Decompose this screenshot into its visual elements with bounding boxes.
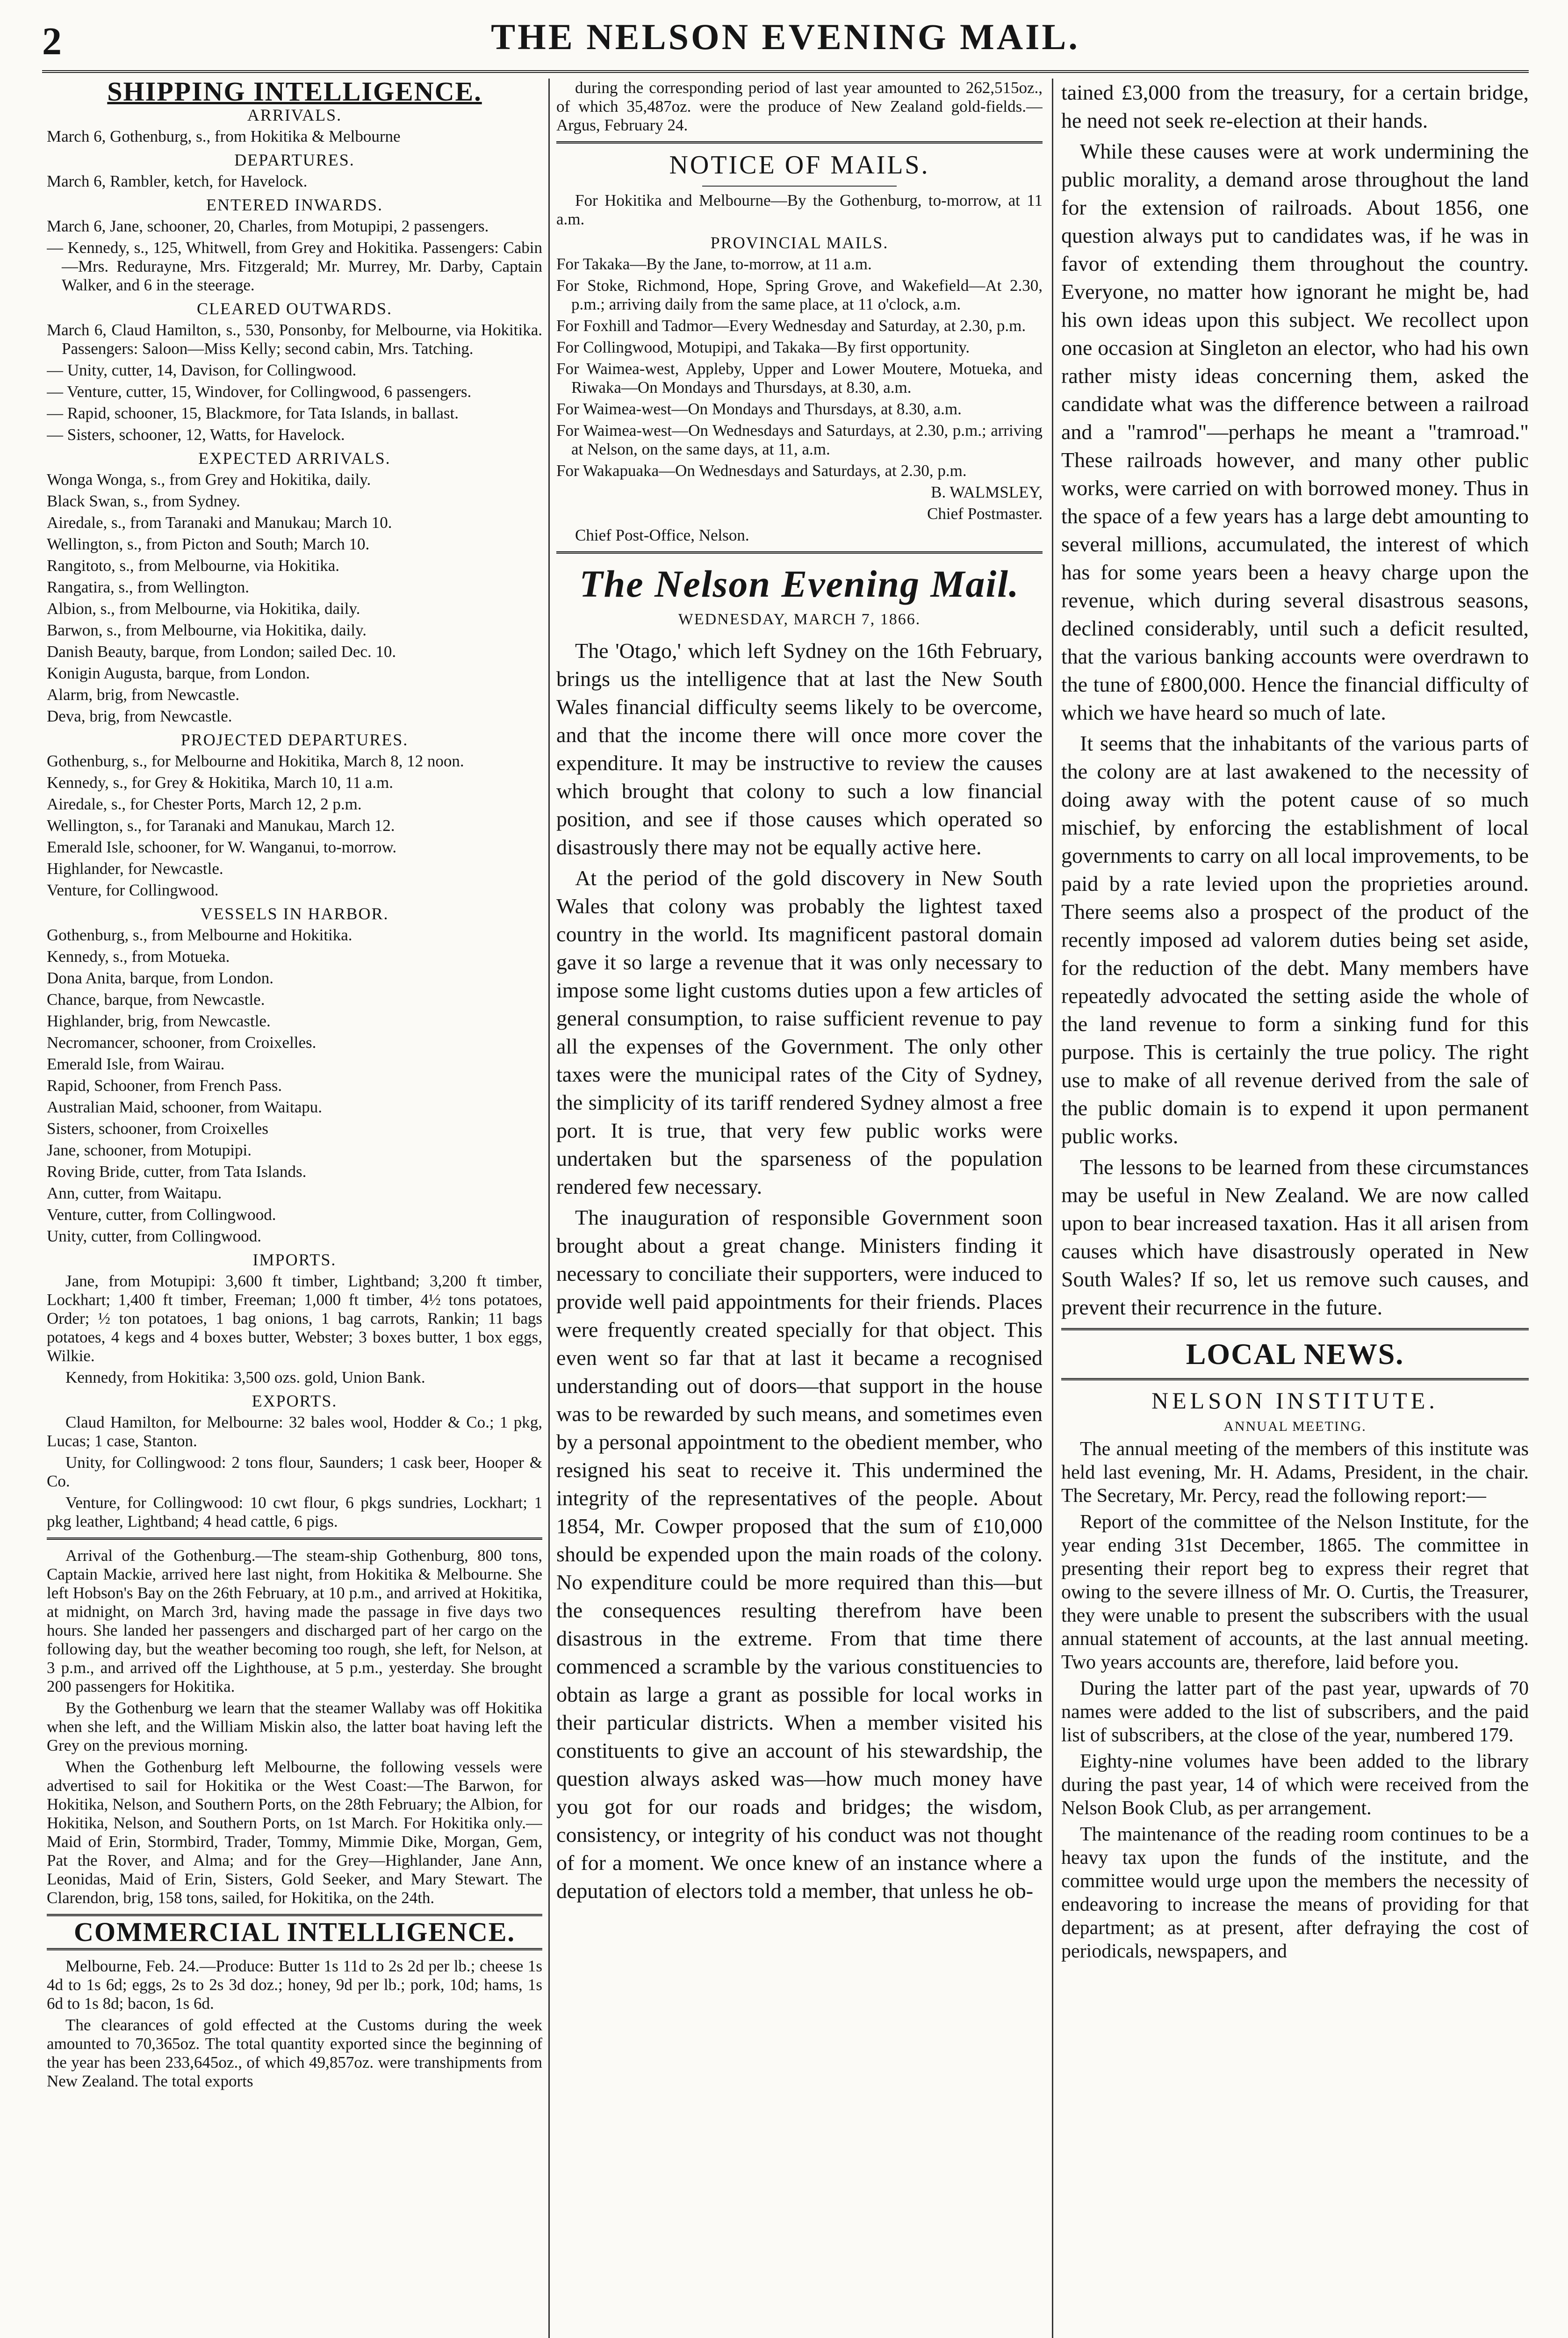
column-shipping xyxy=(47,79,542,2338)
entered-item: — Kennedy, s., 125, Whitwell, from Grey and Hokitika. Passengers: Cabin—Mrs. Redurayne, Mrs. Fitzgerald; Mr. Murrey, Mr. Darby, Captain Walker, and 6 in the steerage. xyxy=(47,238,542,294)
column-editorial xyxy=(556,79,1043,2338)
vessel-item: Gothenburg, s., from Melbourne and Hokitika. xyxy=(47,926,352,944)
expected-item: Alarm, brig, from Newcastle. xyxy=(47,686,240,704)
vessel-item: Unity, cutter, from Collingwood. xyxy=(47,1227,262,1245)
expected-item: Airedale, s., from Taranaki and Manukau; March 10. xyxy=(47,513,392,532)
masthead xyxy=(42,14,1529,73)
commercial-paragraph: The clearances of gold effected at the Customs during the week amounted to 70,365oz. The total quantity exported since the beginning of the year has been 233,645oz., of which 49,857oz. were transhipments from New Zealand. The total exports xyxy=(47,2016,542,2090)
local-news-title: LOCAL NEWS. xyxy=(1186,1337,1404,1371)
expected-item: Danish Beauty, barque, from London; sailed Dec. 10. xyxy=(47,642,396,661)
import-item: Kennedy, from Hokitika: 3,500 ozs. gold, Union Bank. xyxy=(65,1368,425,1386)
column-rule xyxy=(548,79,550,2338)
projected-item: Venture, for Collingwood. xyxy=(47,881,219,899)
expected-item: Rangitoto, s., from Melbourne, via Hokitika. xyxy=(47,556,340,575)
notice-of-mails-title: NOTICE OF MAILS. xyxy=(669,151,930,180)
cleared-item: — Venture, cutter, 15, Windover, for Collingwood, 6 passengers. xyxy=(47,382,472,401)
vessel-item: Ann, cutter, from Waitapu. xyxy=(47,1184,222,1202)
imports-heading: IMPORTS. xyxy=(252,1250,337,1269)
arrivals-heading: ARRIVALS. xyxy=(247,106,342,124)
vessel-item: Kennedy, s., from Motueka. xyxy=(47,947,230,966)
provincial-mails-heading: PROVINCIAL MAILS. xyxy=(710,233,889,252)
cleared-item: — Rapid, schooner, 15, Blackmore, for Tata Islands, in ballast. xyxy=(47,404,459,422)
entered-item: March 6, Jane, schooner, 20, Charles, from Motupipi, 2 passengers. xyxy=(47,217,489,235)
gothenburg-paragraph: When the Gothenburg left Melbourne, the following vessels were advertised to sail for Hokitika or the West Coast:—The Barwon, for Hokitika, Nelson, and Southern Ports, on the 28th February; the Albion, for Hokitika, Nelson, and Southern Ports, on 1st March. For Hokitika only.—Maid of Erin, Stormbird, Trader, Tommy, Mimmie Dike, Morgan, Gem, Pat the Rover, and Alma; and for the Grey—Highlander, Jane Ann, Leonidas, Maid of Erin, Sisters, Gold Seeker, and Mary Stewart. The Clarendon, brig, 158 tons, sailed, for Hokitika, on the 24th. xyxy=(47,1758,542,1907)
institute-paragraph: During the latter part of the past year, upwards of 70 names were added to the list of subscribers, and the paid list of subscribers, at the close of the year, numbered 179. xyxy=(1061,1678,1529,1746)
vessel-item: Roving Bride, cutter, from Tata Islands. xyxy=(47,1162,307,1181)
provincial-mail-item: For Collingwood, Motupipi, and Takaka—By first opportunity. xyxy=(556,338,970,356)
expected-item: Wonga Wonga, s., from Grey and Hokitika, daily. xyxy=(47,470,371,489)
export-item: Venture, for Collingwood: 10 cwt flour, 6 pkgs sundries, Lockhart; 1 pkg leather, Lightband; 4 head cattle, 6 pigs. xyxy=(47,1494,542,1530)
projected-heading: PROJECTED DEPARTURES. xyxy=(180,730,409,749)
institute-paragraph: Eighty-nine volumes have been added to the library during the past year, 14 of which were received from the Nelson Book Club, as per arrangement. xyxy=(1061,1751,1529,1819)
annual-meeting-heading: ANNUAL MEETING. xyxy=(1223,1419,1367,1434)
expected-item: Albion, s., from Melbourne, via Hokitika, daily. xyxy=(47,599,360,618)
mail-item: For Hokitika and Melbourne—By the Gothenburg, to-morrow, at 11 a.m. xyxy=(556,191,1043,228)
vessel-item: Highlander, brig, from Newcastle. xyxy=(47,1012,271,1030)
entered-heading: ENTERED INWARDS. xyxy=(206,195,383,214)
signer-title: Chief Postmaster. xyxy=(927,505,1043,523)
editorial-paragraph: tained £3,000 from the treasury, for a certain bridge, he need not seek re-election at their hands. xyxy=(1061,80,1529,132)
vessel-item: Venture, cutter, from Collingwood. xyxy=(47,1205,276,1224)
section-divider xyxy=(556,551,1043,554)
import-item: Jane, from Motupipi: 3,600 ft timber, Lightband; 3,200 ft timber, Lockhart; 1,400 ft timber, Freeman; 1,000 ft timber, 4½ tons potatoes, Order; ½ ton potatoes, 1 bag onions, 1 bag carrots, Rankin; 11 bags potatoes, 4 kegs and 4 boxes butter, Webster; 3 boxes butter, 1 box eggs, Wilkie. xyxy=(47,1272,542,1365)
vessels-heading: VESSELS IN HARBOR. xyxy=(200,904,389,923)
expected-item: Rangatira, s., from Wellington. xyxy=(47,578,249,596)
projected-item: Kennedy, s., for Grey & Hokitika, March 10, 11 a.m. xyxy=(47,773,393,792)
dateline: WEDNESDAY, MARCH 7, 1866. xyxy=(678,611,921,628)
section-divider xyxy=(47,1537,542,1540)
provincial-mail-item: For Foxhill and Tadmor—Every Wednesday and Saturday, at 2.30, p.m. xyxy=(556,317,1026,335)
vessel-item: Emerald Isle, from Wairau. xyxy=(47,1055,225,1073)
cleared-item: — Sisters, schooner, 12, Watts, for Havelock. xyxy=(47,426,345,444)
editorial-paragraph: It seems that the inhabitants of the various parts of the colony are at last awakened to the necessity of doing away with the potent cause of so much mischief, by enforcing the establishment of local governments to carry on all local improvements, to be paid by a rate levied upon the proprieties around. There seems also a prospect of the product of the recently imposed ad valorem duties being set aside, for the reduction of the debt. Many members have repeatedly advocated the setting aside the whole of the land revenue to form a sinking fund for this purpose. This is certainly the true policy. The right use to make of all revenue derived from the sale of the public domain is to expend it upon permanent public works. xyxy=(1061,731,1529,1148)
editorial-paragraph: At the period of the gold discovery in New South Wales that colony was probably the lightest taxed country in the world. Its magnificent pastoral domain gave it so large a revenue that it was only necessary to impose some light customs duties upon a few articles of general consumption, to raise sufficient revenue to pay all the expenses of the Government. The only other taxes were the municipal rates of the City of Sydney, the simplicity of its tariff rendered Sydney almost a free port. It is true, that very few public works were undertaken but the sparseness of the population rendered few necessary. xyxy=(556,866,1043,1198)
provincial-mail-item: For Waimea-west, Appleby, Upper and Lower Moutere, Motueka, and Riwaka—On Mondays and Thursdays, at 8.30, a.m. xyxy=(556,360,1043,397)
short-rule xyxy=(702,186,897,187)
nameplate: The Nelson Evening Mail. xyxy=(579,563,1020,605)
shipping-title: SHIPPING INTELLIGENCE. xyxy=(107,79,482,107)
signer-name: B. WALMSLEY, xyxy=(931,483,1043,501)
institute-paragraph: The annual meeting of the members of this institute was held last evening, Mr. H. Adams, President, in the chair. The Secretary, Mr. Percy, read the following report:— xyxy=(1061,1438,1529,1507)
provincial-mail-item: For Waimea-west—On Wednesdays and Saturdays, at 2.30, p.m.; arriving at Nelson, on the same days, at 11, a.m. xyxy=(556,421,1043,458)
vessel-item: Necromancer, schooner, from Croixelles. xyxy=(47,1033,316,1052)
commercial-paragraph: Melbourne, Feb. 24.—Produce: Butter 1s 11d to 2s 2d per lb.; cheese 1s 4d to 1s 6d; eggs, 2s to 2s 3d doz.; honey, 9d per lb.; pork, 10d; hams, 1s 6d to 1s 8d; bacon, 1s 6d. xyxy=(47,1957,542,2013)
vessel-item: Australian Maid, schooner, from Waitapu. xyxy=(47,1098,323,1116)
export-item: Claud Hamilton, for Melbourne: 32 bales wool, Hodder & Co.; 1 pkg, Lucas; 1 case, Stanton. xyxy=(47,1413,542,1450)
projected-item: Gothenburg, s., for Melbourne and Hokitika, March 8, 12 noon. xyxy=(47,752,464,770)
column-rule xyxy=(1052,79,1053,2338)
commercial-title: COMMERCIAL INTELLIGENCE. xyxy=(74,1917,515,1947)
vessel-item: Dona Anita, barque, from London. xyxy=(47,969,274,987)
page-number: 2 xyxy=(42,20,62,63)
projected-item: Wellington, s., for Taranaki and Manukau, March 12. xyxy=(47,816,395,835)
expected-heading: EXPECTED ARRIVALS. xyxy=(198,449,391,468)
cleared-item: — Unity, cutter, 14, Davison, for Collingwood. xyxy=(47,361,357,379)
section-divider xyxy=(47,1948,542,1950)
continued-paragraph: during the corresponding period of last year amounted to 262,515oz., of which 35,487oz. were the produce of New Zealand gold-fields.—Argus, February 24. xyxy=(556,79,1043,134)
provincial-mail-item: For Wakapuaka—On Wednesdays and Saturdays, at 2.30, p.m. xyxy=(556,462,967,480)
departure-item: March 6, Rambler, ketch, for Havelock. xyxy=(47,172,308,190)
editorial-paragraph: The inauguration of responsible Government soon brought about a great change. Ministers finding it necessary to conciliate their supporters, were induced to provide well paid appointments for their friends. Places were frequently created specially for that object. This even went so far that at last it became a recognised understanding out of doors—that support in the house was to be rewarded by such means, and sometimes even by a personal appointment to the obedient member, who resigned his seat to receive it. This undermined the integrity of the representatives of the people. About 1854, Mr. Cowper proposed that the sum of £10,000 should be expended upon the main roads of the colony. No expenditure could be more required than this—but the consequences resulting therefrom have been disastrous in the extreme. From that time there commenced a scramble by the various constituencies to obtain as large a grant as possible for local works in their particular districts. When a member visited his constituents to give an account of his stewardship, the question always asked was—how much money have you got for our roads and bridges; the wisdom, consistency, or integrity of his conduct was not thought of for a moment. We once knew of an instance where a deputation of electors told a member, that unless he ob- xyxy=(556,1205,1043,1903)
institute-paragraph: The maintenance of the reading room continues to be a heavy tax upon the funds of the institute, and the committee would urge upon the members the necessity of endeavoring to increase the means of providing for that department; as at present, after defraying the cost of periodicals, newspapers, and xyxy=(1061,1824,1529,1962)
editorial-paragraph: The 'Otago,' which left Sydney on the 16th February, brings us the intelligence that at last the New South Wales financial difficulty seems likely to be overcome, and that the income there will once more cover the expenditure. It may be instructive to review the causes which brought that colony to such a low financial position, and see if those causes which operated so disastrously there may not be equally active here. xyxy=(556,639,1043,859)
gothenburg-paragraph: Arrival of the Gothenburg.—The steam-ship Gothenburg, 800 tons, Captain Mackie, arrived here last night, from Hokitika & Melbourne. She left Hobson's Bay on the 26th February, at 10 p.m., and arrived at Hokitika, at midnight, on March 3rd, having made the passage in five days two hours. She landed her passengers and discharged part of her cargo on the following day, but the weather becoming too rough, she left, for Nelson, at 3 p.m., and arrived off the Lighthouse, at 5 p.m., yesterday. She brought 200 passengers for Hokitika. xyxy=(47,1546,542,1696)
provincial-mail-item: For Waimea-west—On Mondays and Thursdays, at 8.30, a.m. xyxy=(556,400,962,418)
section-divider xyxy=(1061,1378,1529,1380)
section-divider xyxy=(1061,1328,1529,1330)
cleared-heading: CLEARED OUTWARDS. xyxy=(197,299,392,318)
editorial-paragraph: The lessons to be learned from these circumstances may be useful in New Zealand. We are now called upon to bear increased taxation. Has it all arisen from causes which have disastrously operated in New South Wales? If so, let us remove such causes, and prevent their recurrence in the future. xyxy=(1061,1155,1529,1319)
expected-item: Konigin Augusta, barque, from London. xyxy=(47,664,310,682)
institute-title: NELSON INSTITUTE. xyxy=(1151,1387,1439,1414)
gothenburg-paragraph: By the Gothenburg we learn that the steamer Wallaby was off Hokitika when she left, and the William Miskin also, the latter boat having left the Grey on the previous morning. xyxy=(47,1699,542,1754)
editorial-paragraph: While these causes were at work undermining the public morality, a demand arose throughout the land for the extension of railroads. About 1856, one question always put to candidates was, if he was in favor of extending them throughout the country. Everyone, no matter how ignorant he might be, had his own ideas upon this subject. We recollect upon one occasion at Singleton an elector, who had his own rather misty ideas concerning them, asked the candidate what was the difference between a railroad and a "ramrod"—perhaps he meant a "tramroad." These railroads however, and many other public works, were carried on with borrowed money. Thus in the space of a few years has a large debt amounting to several millions, accumulated, the interest of which has for some years been a heavy charge upon the revenue, which during several disastrous seasons, declined considerably, until such a deficit resulted, that the various banking accounts were overdrawn to the tune of £800,000. Hence the financial difficulty of which we have heard so much of late. xyxy=(1061,139,1529,724)
cleared-item: March 6, Claud Hamilton, s., 530, Ponsonby, for Melbourne, via Hokitika. Passengers: Saloon—Miss Kelly; second cabin, Mrs. Tatching. xyxy=(47,321,542,358)
vessel-item: Rapid, Schooner, from French Pass. xyxy=(47,1076,282,1095)
provincial-mail-item: For Takaka—By the Jane, to-morrow, at 11 a.m. xyxy=(556,255,872,273)
expected-item: Barwon, s., from Melbourne, via Hokitika, daily. xyxy=(47,621,367,639)
arrival-item: March 6, Gothenburg, s., from Hokitika & Melbourne xyxy=(47,127,401,145)
section-divider xyxy=(47,1914,542,1916)
projected-item: Airedale, s., for Chester Ports, March 12, 2 p.m. xyxy=(47,795,362,813)
expected-item: Wellington, s., from Picton and South; March 10. xyxy=(47,535,370,553)
section-divider xyxy=(556,141,1043,144)
post-office: Chief Post-Office, Nelson. xyxy=(575,526,749,544)
institute-paragraph: Report of the committee of the Nelson Institute, for the year ending 31st December, 1865. The committee in presenting their report beg to express their regret that owing to the severe illness of Mr. O. Curtis, the Treasurer, they were unable to present the subscribers with the usual annual statement of accounts, at the last annual meeting. Two years accounts are, therefore, laid before you. xyxy=(1061,1511,1529,1673)
exports-heading: EXPORTS. xyxy=(252,1392,338,1410)
column-local-news xyxy=(1061,79,1529,2338)
departures-heading: DEPARTURES. xyxy=(234,151,355,169)
projected-item: Highlander, for Newcastle. xyxy=(47,859,223,878)
paper-name: THE NELSON EVENING MAIL. xyxy=(491,16,1080,57)
expected-item: Deva, brig, from Newcastle. xyxy=(47,707,232,725)
vessel-item: Chance, barque, from Newcastle. xyxy=(47,990,265,1009)
expected-item: Black Swan, s., from Sydney. xyxy=(47,492,240,510)
vessel-item: Jane, schooner, from Motupipi. xyxy=(47,1141,252,1159)
vessel-item: Sisters, schooner, from Croixelles xyxy=(47,1119,268,1138)
projected-item: Emerald Isle, schooner, for W. Wanganui, to-morrow. xyxy=(47,838,397,856)
provincial-mail-item: For Stoke, Richmond, Hope, Spring Grove, and Wakefield—At 2.30, p.m.; arriving daily from the same place, at 11 o'clock, a.m. xyxy=(556,276,1043,313)
export-item: Unity, for Collingwood: 2 tons flour, Saunders; 1 cask beer, Hooper & Co. xyxy=(47,1453,542,1490)
